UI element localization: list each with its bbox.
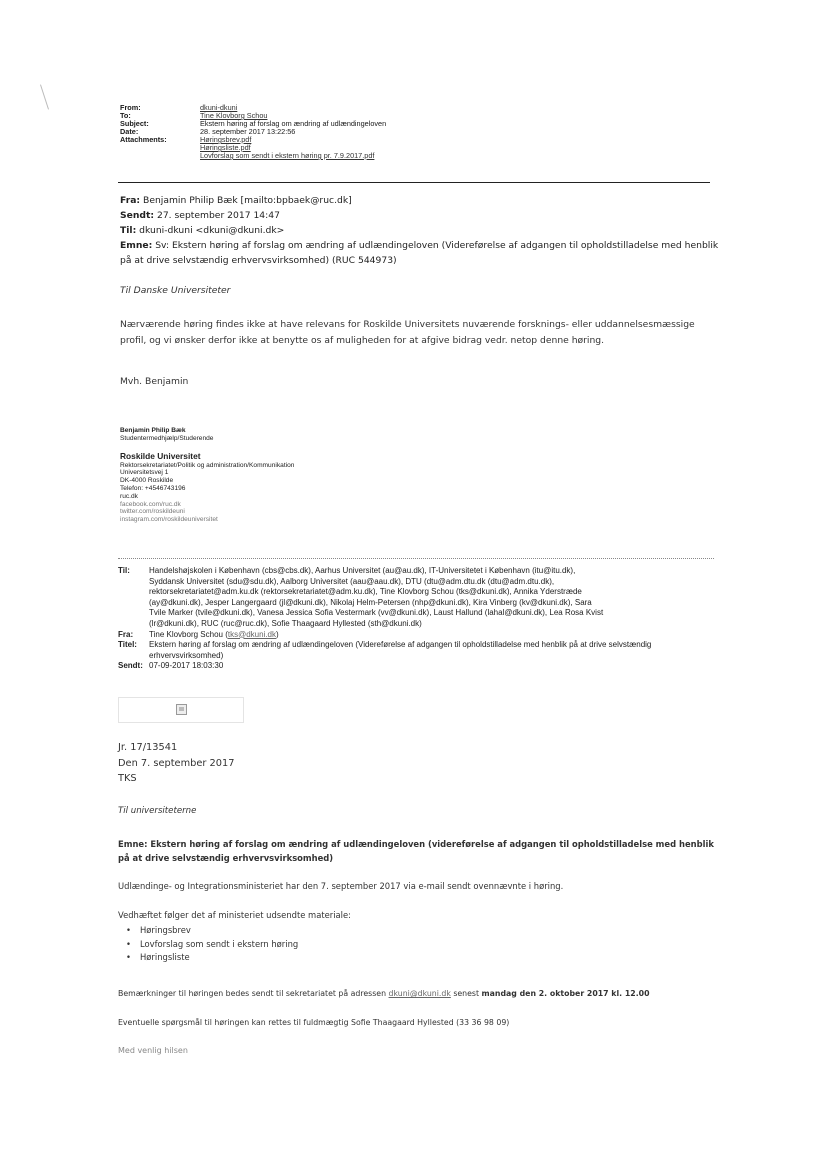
recipient-line: Handelshøjskolen i København (cbs@cbs.dk), Aarhus Universitet (au@au.dk), IT-Universitetet i København (itu@itu.dk), [149,566,576,575]
fwd-from: Benjamin Philip Bæk [mailto:bpbaek@ruc.dk] [143,195,352,206]
scan-mark [40,84,49,109]
sig-city: DK-4000 Roskilde [120,477,174,485]
letter-p1: Udlændinge- og Integrationsministeriet har den 7. september 2017 via e-mail sendt ovennævnte i høring. [118,881,564,891]
p3-mid: senest [453,989,480,998]
fwd-sent-label: Sendt: [120,210,155,221]
date-label: Date: [120,127,139,136]
sig-twitter[interactable]: twitter.com/roskildeuni [120,508,185,516]
reply-greeting: Til Danske Universiteter [120,285,231,296]
letter-salutation: Til universiteterne [118,806,197,816]
recipient-line: Tvile Marker (tvile@dkuni.dk), Vanesa Jessica Sofia Vestermark (vv@dkuni.dk), Laust Hallund (lahal@dkuni.dk), Lea Rosa Kvist [149,608,604,618]
attachment-link[interactable]: Lovforslag som sendt i ekstern høring pr. 7.9.2017.pdf [200,151,375,160]
p3-text: Bemærkninger til høringen bedes sendt til sekretariatet på adressen [118,989,387,998]
attachments-label: Attachments: [120,135,167,144]
fwd-subject-label: Emne: [120,240,153,251]
attachment-item: • Lovforslag som sendt i ekstern høring [124,938,298,952]
letter-date: Den 7. september 2017 [118,757,235,769]
sig-facebook[interactable]: facebook.com/ruc.dk [120,500,181,508]
letter-meta [118,740,234,787]
p3-deadline: mandag den 2. oktober 2017 kl. 12.00 [481,989,650,998]
letter-p3 [118,989,650,998]
orig-from-label: Fra: [118,629,134,639]
attachment-item: • Høringsliste [124,951,298,965]
subject-value: Ekstern høring af forslag om ændring af udlændingeloven [200,119,387,128]
recipient-line: Syddansk Universitet (sdu@sdu.dk), Aalborg Universitet (aau@aau.dk), DTU (dtu@adm.dtu.dk (dtu@adm.dtu.dk), [149,576,555,586]
orig-from-email[interactable]: tks@dkuni.dk [227,629,276,639]
fwd-sent: 27. september 2017 14:47 [156,210,280,221]
email-header [120,104,386,160]
orig-title-label: Titel: [118,640,137,650]
orig-to-label: Til: [118,566,130,575]
attachment-list [124,924,298,965]
to-value[interactable]: Tine Klovborg Schou [200,111,268,120]
sig-street: Universitetsvej 1 [120,469,169,477]
broken-image-icon [176,704,187,715]
reply-closing: Mvh. Benjamin [120,376,189,387]
header-divider [118,182,710,183]
recipient-line: (ay@dkuni.dk), Jesper Langergaard (jl@dkuni.dk), Nikolaj Helm-Petersen (nhp@dkuni.dk), Kira Vinberg (kv@dkuni.dk), Sara [149,597,592,607]
sig-dept: Rektorsekretariatet/Politik og administration/Kommunikation [120,461,295,469]
sig-web[interactable]: ruc.dk [120,492,138,500]
original-header: Til: Handelshøjskolen i København (cbs@cbs.dk), Aarhus Universitet (au@au.dk), IT-Universitetet i København (itu@itu.dk), Syddansk Universitet (sdu@sdu.dk), Aalborg Universitet (aau@aau.dk), DTU (dtu@adm.dtu.dk (dtu@adm.dtu.dk), rektorsekretariatet@adm.ku.dk (rektorsekretariatet@adm.ku.dk), Tine Klovborg Schou (tks@dkuni.dk), Annika Yderstræde (ay@dkuni.dk), Jesper Langergaard (jl@dkuni.dk), Nikolaj Helm-Petersen (nhp@dkuni.dk), Kira Vinberg (kv@dkuni.dk), Sara Tvile Marker (tvile@dkuni.dk), Vanesa Jessica Sofia Vestermark (vv@dkuni.dk), Laust Hallund (lahal@dkuni.dk), Lea Rosa Kvist (lr@dkuni.dk), RUC (ruc@ruc.dk), Sofie Thaagaard Hyllested (sth@dkuni.dk) Fra: Tine Klovborg Schou (tks@dkuni.dk) Titel: Ekstern høring af forslag om ændring af udlændingeloven (Videreførelse af adgangen til opholdstilladelse med henblik på at drive selvstændig erhvervsvirksomhed) Sendt: 07-09-2017 18:03:30 [118,566,718,672]
to-label: To: [120,111,131,120]
journal-number: Jr. 17/13541 [118,742,178,753]
letter-subject: Emne: Ekstern høring af forslag om ændring af udlændingeloven (videreførelse af adgangen til opholdstilladelse med henblik på at drive selvstændig erhvervsvirksomhed) [118,839,714,863]
attachment-link[interactable]: Høringsliste.pdf [200,143,251,152]
sig-name: Benjamin Philip Bæk [120,427,186,434]
fwd-to-label: Til: [120,225,137,236]
sig-role: Studentermedhjælp/Studerende [120,434,214,442]
letter-initials: TKS [118,773,137,784]
recipient-line: rektorsekretariatet@adm.ku.dk (rektorsekretariatet@adm.ku.dk), Tine Klovborg Schou (tks@dkuni.dk), Annika Yderstræde [149,587,582,597]
date-value: 28. september 2017 13:22:56 [200,127,296,136]
reply-paragraph: Nærværende høring findes ikke at have relevans for Roskilde Universitets nuværende forsknings- eller uddannelsesmæssige profil, og vi ønsker derfor ikke at benytte os af muligheden for at afgive bidrag vedr. netop denne høring. [120,319,695,346]
attachment-item: • Høringsbrev [124,924,298,938]
orig-to-recipients [149,566,718,630]
p3-email-link[interactable]: dkuni@dkuni.dk [388,989,451,998]
fwd-from-label: Fra: [120,195,141,206]
recipient-line: (lr@dkuni.dk), RUC (ruc@ruc.dk), Sofie Thaagaard Hyllested (sth@dkuni.dk) [149,618,422,628]
letter-p2: Vedhæftet følger det af ministeriet udsendte materiale: [118,910,351,920]
orig-sent: 07-09-2017 18:03:30 [149,661,224,671]
sig-org: Roskilde Universitet [120,450,201,461]
letter-p4: Eventuelle spørgsmål til høringen kan rettes til fuldmægtig Sofie Thaagaard Hyllested (33 36 98 09) [118,1018,510,1027]
fwd-to: dkuni-dkuni <dkuni@dkuni.dk> [139,225,285,236]
letter-closing: Med venlig hilsen [118,1046,188,1055]
orig-sent-label: Sendt: [118,661,143,671]
sig-instagram[interactable]: instagram.com/roskildeuniversitet [120,516,218,524]
forward-header [120,193,720,268]
signature-divider [118,558,714,559]
orig-title: Ekstern høring af forslag om ændring af udlændingeloven (Videreførelse af adgangen til opholdstilladelse med henblik på at drive selvstændig erhvervsvirksomhed) [149,640,652,660]
orig-from-name: Tine Klovborg Schou [149,629,223,639]
fwd-subject: Sv: Ekstern høring af forslag om ændring af udlændingeloven (Videreførelse af adgangen til opholdstilladelse med henblik på at drive selvstændig erhvervsvirksomhed) (RUC 544973) [120,240,719,266]
signature-block [120,427,294,524]
subject-label: Subject: [120,119,149,128]
from-label: From: [120,103,141,112]
attachment-link[interactable]: Høringsbrev.pdf [200,135,252,144]
sig-phone: Telefon: +4546743196 [120,484,186,492]
from-value[interactable]: dkuni-dkuni [200,103,238,112]
